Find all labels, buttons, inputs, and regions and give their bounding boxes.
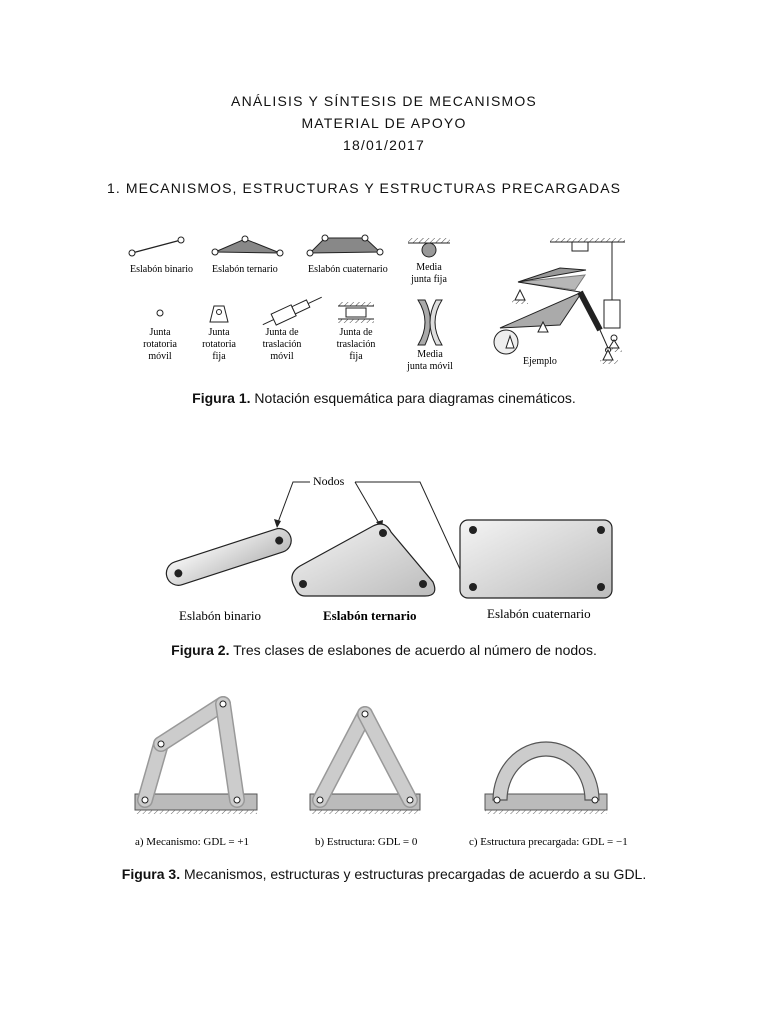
document-date: 18/01/2017 [342, 137, 426, 153]
label-binary-link: Eslabón binario [130, 264, 194, 275]
label-half-moving-2: junta móvil [407, 361, 453, 372]
fixed-translation-joint-symbol [338, 302, 374, 323]
figure-1-diagram [120, 230, 630, 380]
label-trans-fixed-2: traslación [336, 339, 376, 350]
label-rot-fixed-2: rotatoria [202, 339, 236, 350]
quaternary-link-symbol [307, 235, 383, 256]
label-quaternary-link: Eslabón cuaternario [308, 264, 388, 275]
label-trans-fixed-3: fija [349, 351, 363, 362]
quaternary-link-plate [460, 520, 612, 598]
label-rot-fixed-3: fija [212, 351, 226, 362]
label-binary-plate: Eslabón binario [179, 608, 261, 623]
half-fixed-joint-symbol [408, 238, 450, 257]
structure-triangle [310, 711, 420, 814]
label-ternary-link: Eslabón ternario [212, 264, 278, 275]
figure-2-caption [0, 642, 768, 658]
half-moving-joint-symbol [418, 300, 442, 345]
figure-2-diagram [155, 470, 625, 630]
label-preloaded: c) Estructura precargada: GDL = −1 [469, 836, 628, 848]
label-trans-fixed-1: Junta de [339, 327, 373, 338]
label-nodes: Nodos [313, 474, 345, 488]
figure-3-caption [0, 866, 768, 882]
label-rot-fixed-1: Junta [208, 327, 230, 338]
label-example: Ejemplo [523, 356, 557, 367]
label-trans-moving-2: traslación [262, 339, 302, 350]
label-quaternary-plate: Eslabón cuaternario [487, 606, 591, 621]
example-mechanism-symbol [494, 238, 625, 364]
label-rot-moving-2: rotatoria [143, 339, 177, 350]
binary-link-symbol [129, 237, 184, 256]
label-ternary-plate: Eslabón ternario [323, 608, 417, 623]
preloaded-structure-arch [485, 742, 607, 814]
label-half-fixed-2: junta fija [411, 274, 447, 285]
section-heading: 1. MECANISMOS, ESTRUCTURAS Y ESTRUCTURAS PRECARGADAS [107, 180, 622, 196]
figure-1-caption-label: Figura 1. [192, 390, 251, 406]
figure-1-caption [0, 390, 768, 406]
figure-3-diagram [125, 690, 645, 850]
label-trans-moving-1: Junta de [265, 327, 299, 338]
figure-3-caption-text: Mecanismos, estructuras y estructuras precargadas de acuerdo a su GDL. [180, 866, 647, 882]
moving-rotary-joint-symbol [157, 310, 163, 316]
figure-1-caption-text: Notación esquemática para diagramas cinemáticos. [250, 390, 576, 406]
label-mechanism: a) Mecanismo: GDL = +1 [135, 836, 250, 848]
ternary-link-plate [292, 524, 435, 596]
binary-link-plate [163, 525, 294, 588]
mechanism-four-bar [135, 701, 257, 814]
figure-2-caption-label: Figura 2. [171, 642, 230, 658]
moving-translation-joint-symbol [260, 292, 324, 330]
label-rot-moving-3: móvil [148, 351, 172, 362]
figure-3-caption-label: Figura 3. [121, 866, 181, 882]
label-structure: b) Estructura: GDL = 0 [315, 836, 418, 848]
label-half-fixed-1: Media [416, 262, 442, 273]
fixed-rotary-joint-symbol [210, 306, 228, 322]
document-subtitle: MATERIAL DE APOYO [301, 115, 467, 131]
label-rot-moving-1: Junta [149, 327, 171, 338]
document-title: ANÁLISIS Y SÍNTESIS DE MECANISMOS [231, 93, 537, 109]
ternary-link-symbol [212, 236, 283, 256]
figure-2-caption-text: Tres clases de eslabones de acuerdo al número de nodos. [229, 642, 597, 658]
label-half-moving-1: Media [417, 349, 443, 360]
label-trans-moving-3: móvil [270, 351, 294, 362]
